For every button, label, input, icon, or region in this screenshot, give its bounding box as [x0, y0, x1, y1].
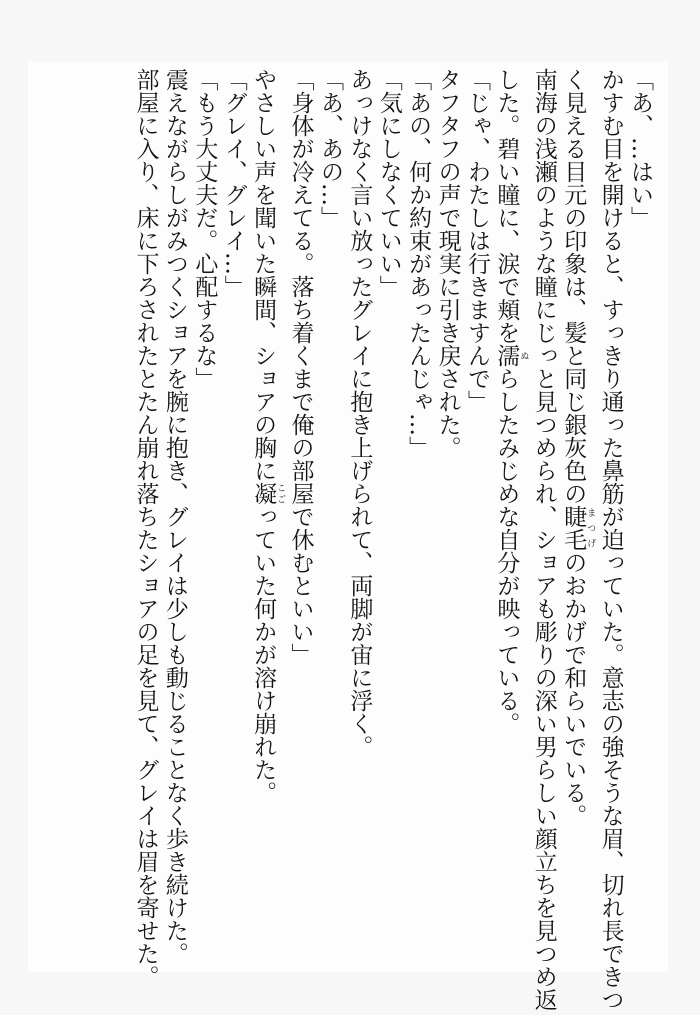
text-line-2: [595, 68, 624, 1011]
text-line-13: [248, 68, 285, 960]
ruby-word: [250, 482, 286, 505]
text-segment: した。碧い瞳に、涙で頬を: [493, 68, 520, 344]
text-segment: やさしい声を聞いた瞬間、ショアの胸に: [250, 68, 277, 482]
text-line-9: 「気にしなくていい」: [375, 68, 402, 298]
text-segment: く見える目元の印象は、髪と同じ銀灰色の: [560, 68, 587, 505]
ruby-base: 濡: [493, 344, 520, 367]
text-segment: かすむ目を開けると、すっきり通った鼻筋が迫っていた。意志の強そうな眉、切れ長できつ: [597, 68, 624, 1011]
text-line-16: 震えながらしがみつくショアを腕に抱き、グレイは少しも動じることなく歩き続けた。: [161, 68, 188, 965]
ruby-base: 凝: [250, 482, 277, 505]
text-line-12: 「身体が冷えてる。落ち着くまで俺の部屋で休むといい」: [287, 68, 314, 666]
ruby-reading: ぬ: [518, 344, 529, 367]
text-line-6: 「じゃ、わたしは行きますんで」: [463, 68, 490, 413]
vertical-text-body: [130, 68, 654, 1011]
text-line-5: [491, 68, 528, 960]
ruby-word: [493, 344, 529, 367]
text-line-10: あっけなく言い放ったグレイに抱き上げられて、両脚が宙に浮く。: [346, 68, 373, 758]
text-line-1: 「あ、…はい」: [627, 68, 653, 229]
text-line-7: タフタフの声で現実に引き戻された。: [434, 68, 461, 459]
text-segment: っていた何かが溶け崩れた。: [250, 505, 277, 804]
text-line-8: 「あの、何か約束があったんじゃ…」: [405, 68, 432, 459]
text-segment: のおかげで和らいでいる。: [560, 551, 587, 827]
ruby-reading: こご: [275, 482, 286, 505]
text-line-15: 「もう大丈夫だ。心配するな」: [191, 68, 218, 390]
text-line-11: 「あ、あの…」: [316, 68, 343, 229]
ruby-word: [560, 505, 596, 551]
text-line-4: 南海の浅瀬のような瞳にじっと見つめられ、ショアも彫りの深い男らしい顔立ちを見つめ返: [530, 68, 557, 1011]
text-line-17: 部屋に入り、床に下ろされたとたん崩れ落ちたショアの足を見て、グレイは眉を寄せた。: [132, 68, 159, 988]
ruby-base: 睫毛: [560, 505, 587, 551]
text-segment: らしたみじめな自分が映っている。: [493, 367, 520, 735]
text-line-3: [558, 68, 595, 960]
text-line-14: 「グレイ、グレイ…」: [220, 68, 247, 298]
ruby-reading: まつげ: [585, 505, 596, 551]
novel-page: [28, 62, 668, 1011]
